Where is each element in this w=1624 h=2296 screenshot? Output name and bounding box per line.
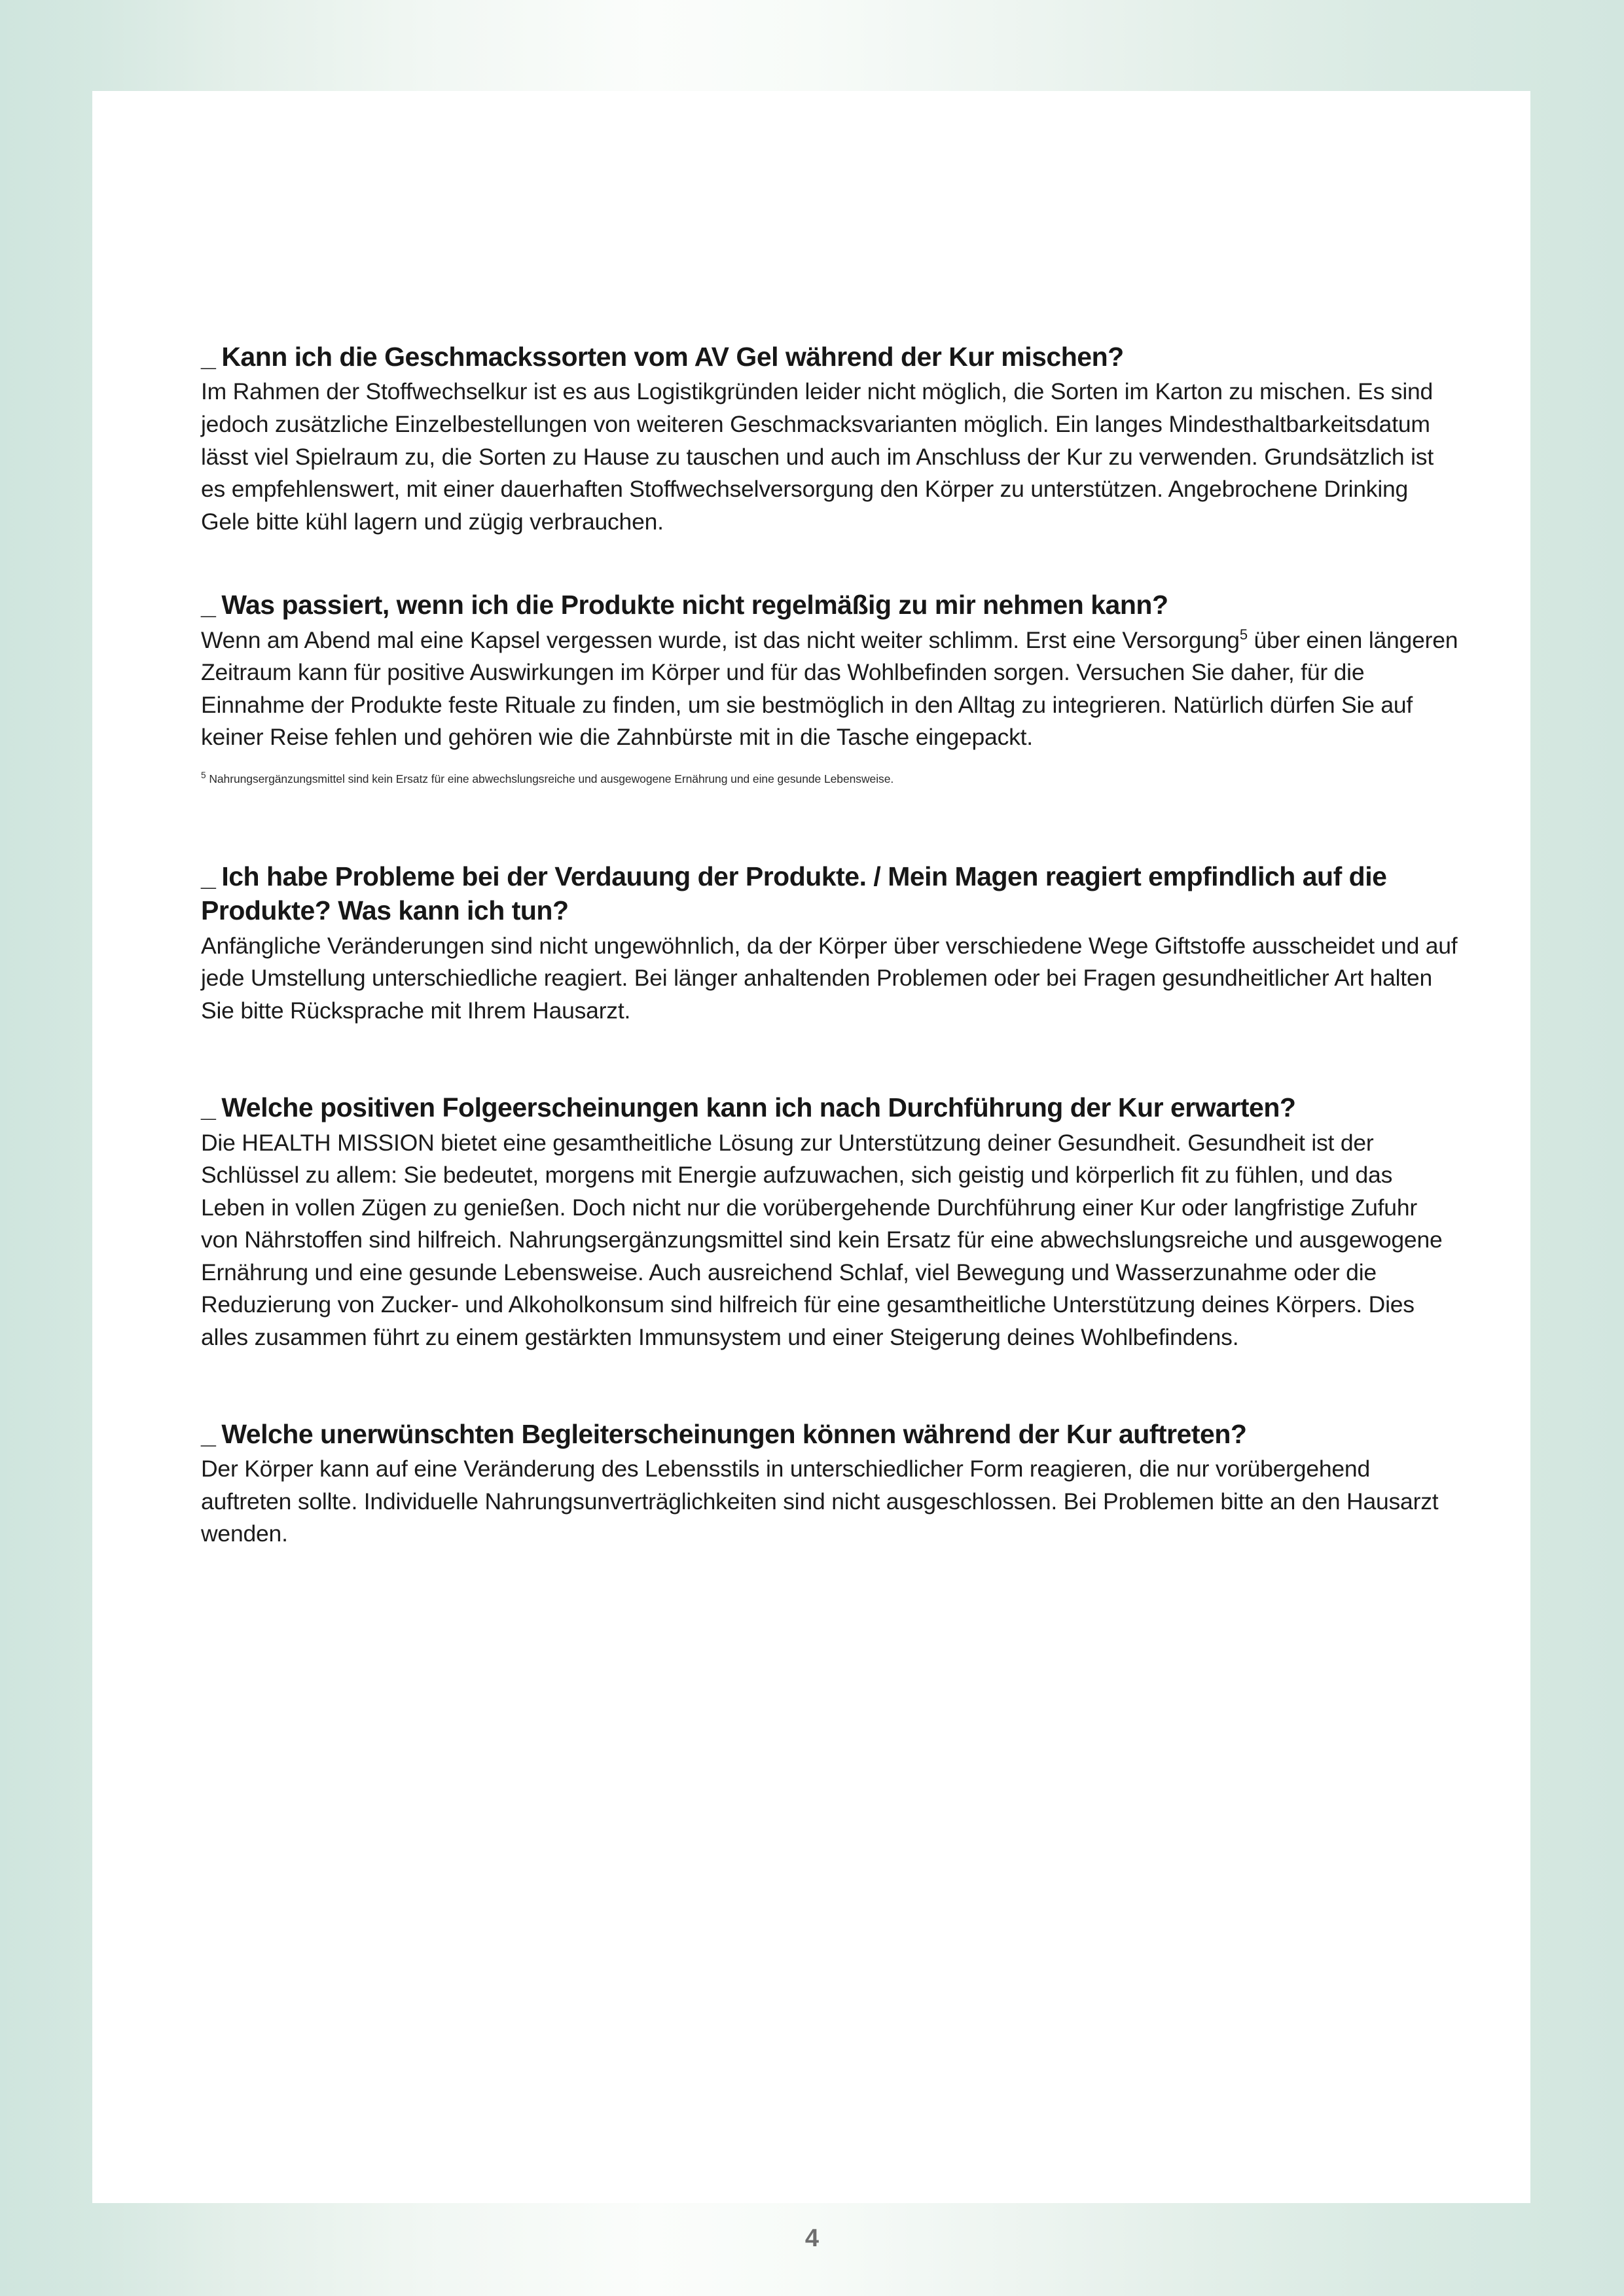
faq-footnote-2: [201, 771, 1459, 787]
faq-heading-1-text: Kann ich die Geschmackssorten vom AV Gel während der Kur mischen?: [221, 342, 1124, 372]
page-number: 4: [804, 2225, 820, 2252]
faq-heading-4-text: Welche positiven Folgeerscheinungen kann ich nach Durchführung der Kur erwarten?: [221, 1092, 1296, 1123]
footnote-marker: 5: [201, 770, 206, 780]
section-gap-4: [201, 1354, 1459, 1417]
faq-body-5: Der Körper kann auf eine Veränderung des Lebensstils in unterschiedlicher Form reagieren, die nur vorübergehend auftreten sollte. Individuelle Nahrungsunverträglichkeiten sind nicht ausgeschlossen. Bei Problemen bitte an den Hausarzt wenden.: [201, 1455, 1439, 1547]
section-gap-3: [201, 1027, 1459, 1090]
faq-body-2-part2: über einen längeren Zeitraum kann für positive Auswirkungen im Körper und für das Wohlbefinden sorgen. Versuchen Sie daher, für die Einnahme der Produkte feste Rituale zu finden, um sie bestmöglich in den Alltag zu integrieren. Natürlich dürfen Sie auf keiner Reise fehlen und gehören wie die Zahnbürste mit in die Tasche eingepackt.: [201, 626, 1458, 751]
page-sheet: [92, 91, 1530, 2203]
section-gap-1: [201, 538, 1459, 588]
footnote-text: Nahrungsergänzungsmittel sind kein Ersatz für eine abwechslungsreiche und ausgewogene Ernährung und eine gesunde Lebensweise.: [206, 772, 894, 785]
faq-section-2: [201, 588, 1459, 787]
faq-body-1: Im Rahmen der Stoffwechselkur ist es aus Logistikgründen leider nicht möglich, die Sorten im Karton zu mischen. Es sind jedoch zusätzliche Einzelbestellungen von weiteren Geschmacksvarianten möglich. Ein langes Mindesthaltbarkeitsdatum lässt viel Spielraum zu, die Sorten zu Hause zu tauschen und auch im Anschluss der Kur zu verwenden. Grundsätzlich ist es empfehlenswert, mit einer dauerhaften Stoffwechselversorgung den Körper zu unterstützen. Angebrochene Drinking Gele bitte kühl lagern und zügig verbrauchen.: [201, 378, 1434, 535]
heading-dash-icon: _: [201, 1092, 216, 1123]
faq-body-3: Anfängliche Veränderungen sind nicht ungewöhnlich, da der Körper über verschiedene Wege Giftstoffe ausscheidet und auf jede Umstellung unterschiedliche reagiert. Bei länger anhaltenden Problemen oder bei Fragen gesundheitlicher Art halten Sie bitte Rücksprache mit Ihrem Hausarzt.: [201, 932, 1458, 1024]
faq-section-1: [201, 340, 1459, 538]
faq-section-4: [201, 1090, 1459, 1354]
faq-heading-3: [201, 859, 1459, 928]
faq-heading-2-text: Was passiert, wenn ich die Produkte nicht regelmäßig zu mir nehmen kann?: [221, 590, 1168, 620]
faq-heading-4: [201, 1090, 1459, 1124]
section-gap-2: [201, 787, 1459, 859]
faq-heading-5: [201, 1417, 1459, 1451]
heading-dash-icon: _: [201, 590, 216, 620]
faq-heading-2: [201, 588, 1459, 622]
faq-heading-3-text: Ich habe Probleme bei der Verdauung der Produkte. / Mein Magen reagiert empfindlich auf die Produkte? Was kann ich tun?: [201, 861, 1387, 926]
heading-dash-icon: _: [201, 861, 216, 891]
heading-dash-icon: _: [201, 342, 216, 372]
footnote-marker-inline: 5: [1239, 626, 1248, 643]
faq-section-3: [201, 859, 1459, 1027]
faq-content: [201, 340, 1459, 1551]
faq-body-2: [201, 624, 1459, 754]
faq-body-2-part1: Wenn am Abend mal eine Kapsel vergessen wurde, ist das nicht weiter schlimm. Erst eine Versorgung: [201, 626, 1240, 653]
faq-heading-1: [201, 340, 1459, 374]
faq-section-5: [201, 1417, 1459, 1551]
faq-body-4: Die HEALTH MISSION bietet eine gesamtheitliche Lösung zur Unterstützung deiner Gesundheit. Gesundheit ist der Schlüssel zu allem: Sie bedeutet, morgens mit Energie aufzuwachen, sich geistig und körperlich fit zu fühlen, und das Leben in vollen Zügen zu genießen. Doch nicht nur die vorübergehende Durchführung einer Kur oder langfristige Zufuhr von Nährstoffen sind hilfreich. Nahrungsergänzungsmittel sind kein Ersatz für eine abwechslungsreiche und ausgewogene Ernährung und eine gesunde Lebensweise. Auch ausreichend Schlaf, viel Bewegung und Wasserzunahme oder die Reduzierung von Zucker- und Alkoholkonsum sind hilfreich für eine gesamtheitliche Unterstützung deines Körpers. Dies alles zusammen führt zu einem gestärkten Immunsystem und einer Steigerung deines Wohlbefindens.: [201, 1129, 1443, 1350]
faq-heading-5-text: Welche unerwünschten Begleiterscheinungen können während der Kur auftreten?: [221, 1418, 1247, 1449]
heading-dash-icon: _: [201, 1418, 216, 1449]
